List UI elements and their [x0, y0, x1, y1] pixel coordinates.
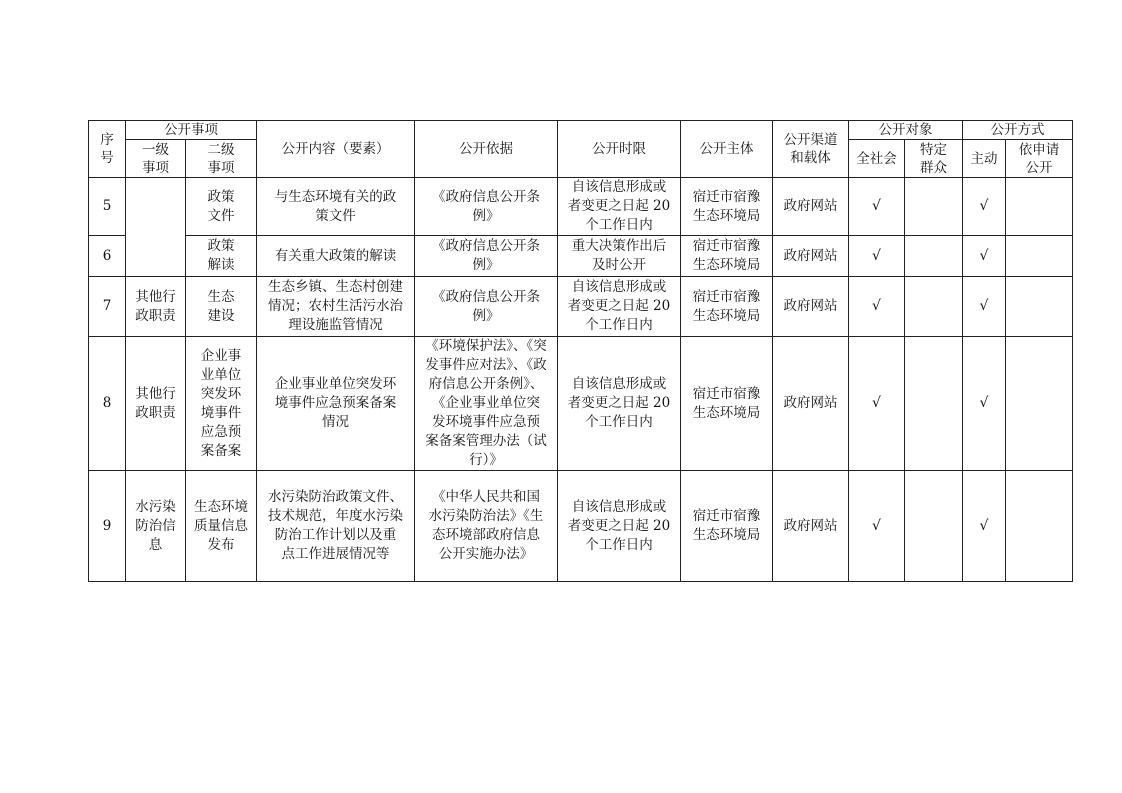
cell-method-request	[1006, 178, 1073, 236]
table-row	[89, 178, 1073, 236]
header-time-limit: 公开时限	[558, 121, 681, 178]
cell-channel: 政府网站	[773, 178, 849, 236]
header-method-active: 主动	[963, 140, 1006, 178]
cell-time-limit: 自该信息形成或 者变更之日起 20 个工作日内	[558, 178, 681, 236]
cell-level1: 其他行 政职责	[126, 337, 186, 471]
header-audience-group: 公开对象	[849, 121, 963, 140]
cell-seq: 9	[89, 471, 126, 582]
cell-level1	[126, 178, 186, 277]
cell-content: 水污染防治政策文件、 技术规范，年度水污染 防治工作计划以及重 点工作进展情况等	[257, 471, 415, 582]
cell-time-limit: 自该信息形成或 者变更之日起 20 个工作日内	[558, 337, 681, 471]
cell-basis: 《政府信息公开条 例》	[415, 277, 558, 337]
header-seq: 序 号	[89, 121, 126, 178]
cell-content: 与生态环境有关的政 策文件	[257, 178, 415, 236]
cell-subject: 宿迁市宿豫 生态环境局	[681, 236, 773, 277]
cell-audience-specific	[905, 471, 963, 582]
cell-level2: 政策 文件	[186, 178, 257, 236]
table-row	[89, 337, 1073, 471]
cell-method-request	[1006, 236, 1073, 277]
header-method-group: 公开方式	[963, 121, 1073, 140]
header-audience-all: 全社会	[849, 140, 905, 178]
cell-method-active: √	[963, 178, 1006, 236]
cell-audience-all: √	[849, 337, 905, 471]
cell-content: 生态乡镇、生态村创建 情况；农村生活污水治 理设施监管情况	[257, 277, 415, 337]
cell-level2: 生态 建设	[186, 277, 257, 337]
table-body	[89, 178, 1073, 582]
cell-level1: 水污染 防治信 息	[126, 471, 186, 582]
table-header	[89, 121, 1073, 178]
cell-method-request	[1006, 277, 1073, 337]
cell-audience-all: √	[849, 236, 905, 277]
cell-method-active: √	[963, 337, 1006, 471]
header-audience-specific: 特定 群众	[905, 140, 963, 178]
cell-method-active: √	[963, 471, 1006, 582]
header-content: 公开内容（要素）	[257, 121, 415, 178]
cell-time-limit: 自该信息形成或 者变更之日起 20 个工作日内	[558, 471, 681, 582]
cell-audience-all: √	[849, 471, 905, 582]
cell-audience-specific	[905, 277, 963, 337]
cell-level2: 政策 解读	[186, 236, 257, 277]
cell-subject: 宿迁市宿豫 生态环境局	[681, 471, 773, 582]
header-level1: 一级 事项	[126, 140, 186, 178]
cell-seq: 6	[89, 236, 126, 277]
header-method-request: 依申请 公开	[1006, 140, 1073, 178]
cell-subject: 宿迁市宿豫 生态环境局	[681, 178, 773, 236]
cell-basis: 《政府信息公开条 例》	[415, 178, 558, 236]
cell-method-request	[1006, 471, 1073, 582]
disclosure-table	[88, 120, 1073, 582]
table-row	[89, 471, 1073, 582]
cell-content: 有关重大政策的解读	[257, 236, 415, 277]
cell-basis: 《环境保护法》、《突 发事件应对法》、《政 府信息公开条例》、 《企业事业单位突 发环境事件应急预 案备案管理办法（试 行）》	[415, 337, 558, 471]
cell-audience-all: √	[849, 178, 905, 236]
cell-basis: 《中华人民共和国 水污染防治法》《生 态环境部政府信息 公开实施办法》	[415, 471, 558, 582]
cell-time-limit: 自该信息形成或 者变更之日起 20 个工作日内	[558, 277, 681, 337]
cell-level2: 企业事 业单位 突发环 境事件 应急预 案备案	[186, 337, 257, 471]
cell-audience-specific	[905, 337, 963, 471]
header-item-group: 公开事项	[126, 121, 257, 140]
header-level2: 二级 事项	[186, 140, 257, 178]
header-basis: 公开依据	[415, 121, 558, 178]
header-subject: 公开主体	[681, 121, 773, 178]
cell-seq: 8	[89, 337, 126, 471]
cell-method-request	[1006, 337, 1073, 471]
cell-level1: 其他行 政职责	[126, 277, 186, 337]
cell-audience-specific	[905, 178, 963, 236]
cell-subject: 宿迁市宿豫 生态环境局	[681, 337, 773, 471]
cell-time-limit: 重大决策作出后 及时公开	[558, 236, 681, 277]
cell-method-active: √	[963, 277, 1006, 337]
cell-subject: 宿迁市宿豫 生态环境局	[681, 277, 773, 337]
cell-content: 企业事业单位突发环 境事件应急预案备案 情况	[257, 337, 415, 471]
table-row	[89, 277, 1073, 337]
cell-channel: 政府网站	[773, 277, 849, 337]
cell-seq: 5	[89, 178, 126, 236]
table-row	[89, 236, 1073, 277]
cell-method-active: √	[963, 236, 1006, 277]
cell-audience-all: √	[849, 277, 905, 337]
header-channel: 公开渠道 和载体	[773, 121, 849, 178]
cell-seq: 7	[89, 277, 126, 337]
cell-channel: 政府网站	[773, 337, 849, 471]
cell-audience-specific	[905, 236, 963, 277]
cell-channel: 政府网站	[773, 236, 849, 277]
cell-basis: 《政府信息公开条 例》	[415, 236, 558, 277]
cell-level2: 生态环境 质量信息 发布	[186, 471, 257, 582]
cell-channel: 政府网站	[773, 471, 849, 582]
